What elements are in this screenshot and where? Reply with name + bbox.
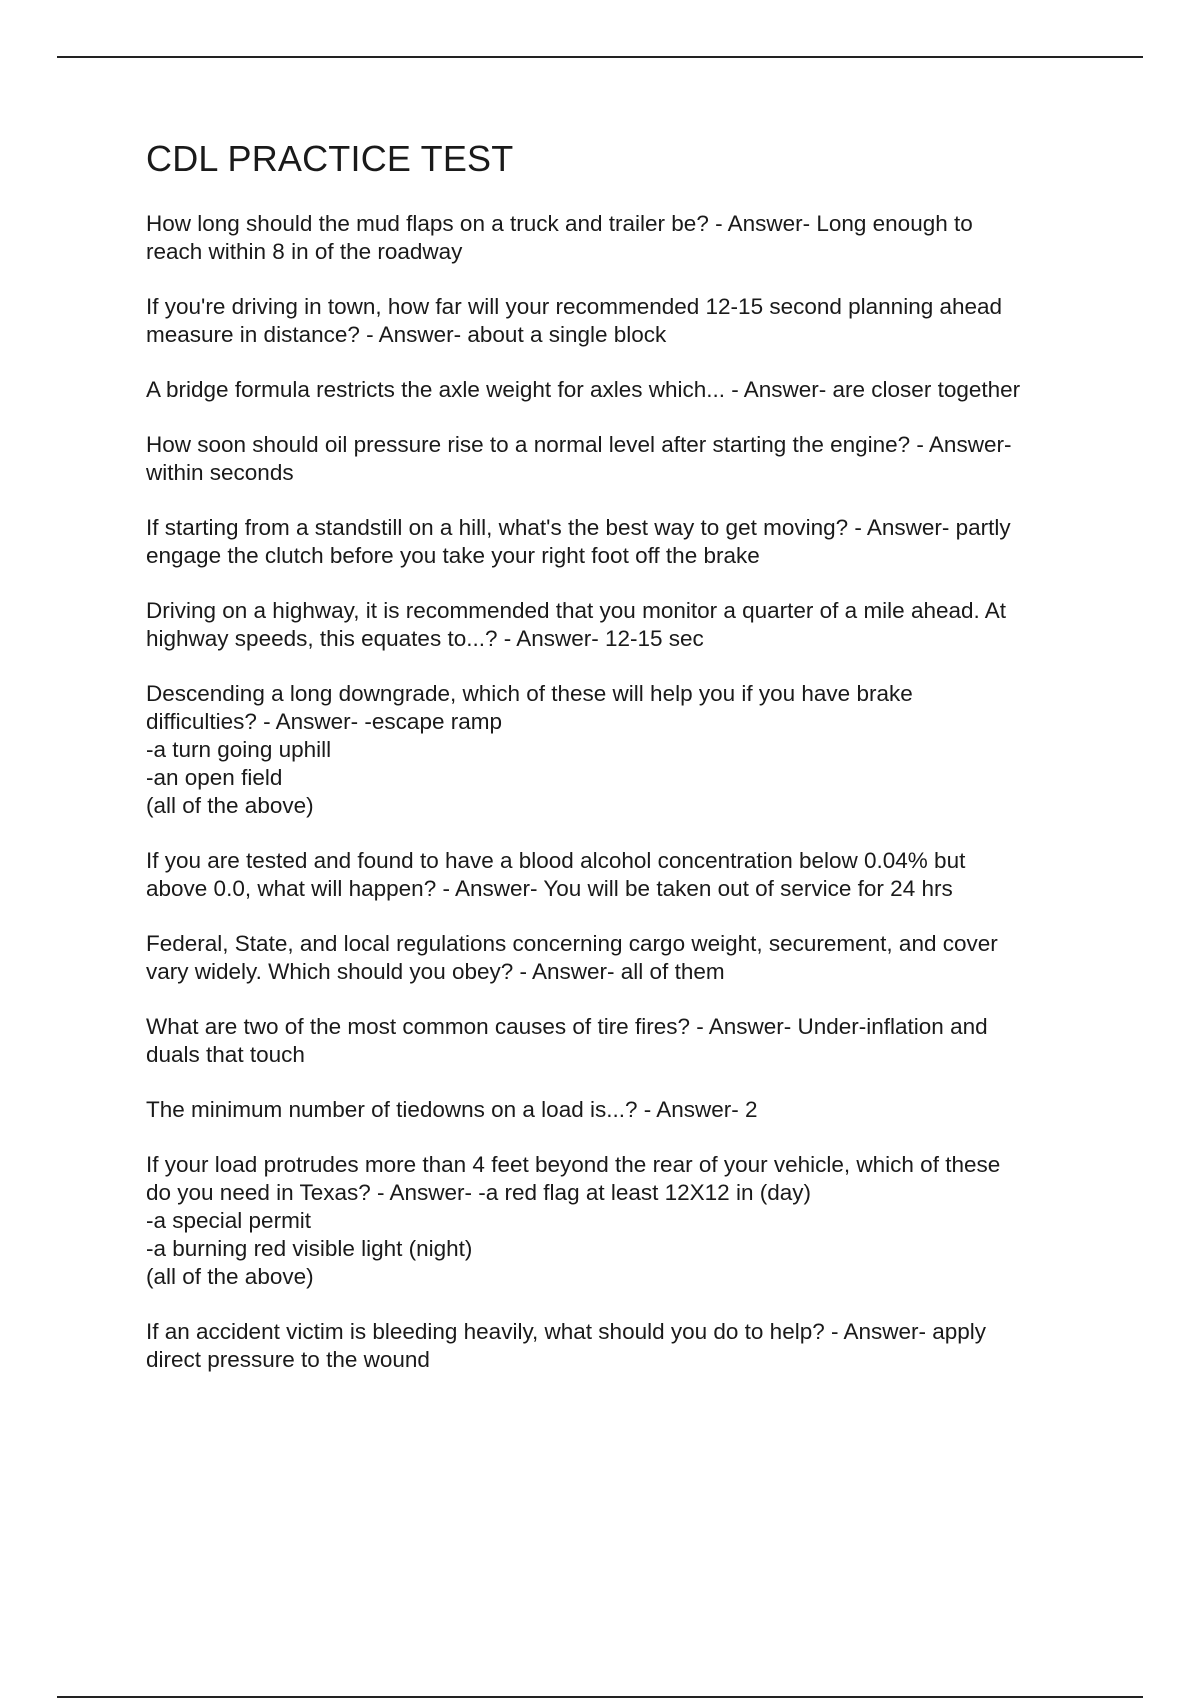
header-divider <box>57 56 1143 58</box>
question-answer-list <box>146 210 1096 1374</box>
qa-item: What are two of the most common causes of tire fires? - Answer- Under-inflation and duals that touch <box>146 1014 988 1067</box>
qa-item: Federal, State, and local regulations concerning cargo weight, securement, and cover vary widely. Which should you obey? - Answer- all of them <box>146 931 998 984</box>
qa-item: The minimum number of tiedowns on a load is...? - Answer- 2 <box>146 1097 758 1122</box>
qa-item: A bridge formula restricts the axle weight for axles which... - Answer- are closer together <box>146 377 1021 402</box>
qa-item: If you are tested and found to have a blood alcohol concentration below 0.04% but above 0.0, what will happen? - Answer- You will be taken out of service for 24 hrs <box>146 848 966 901</box>
qa-item: If an accident victim is bleeding heavily, what should you do to help? - Answer- apply direct pressure to the wound <box>146 1319 987 1372</box>
qa-item: If your load protrudes more than 4 feet beyond the rear of your vehicle, which of these do you need in Texas? - Answer- -a red flag at least 12X12 in (day) -a special permit -a burning red visible light (night) (all of the above) <box>146 1152 1001 1289</box>
qa-item: If you're driving in town, how far will your recommended 12-15 second planning ahead measure in distance? - Answer- about a single block <box>146 294 1003 347</box>
qa-item: If starting from a standstill on a hill, what's the best way to get moving? - Answer- partly engage the clutch before you take your right foot off the brake <box>146 515 1011 568</box>
footer-divider <box>57 1696 1143 1698</box>
qa-item: How long should the mud flaps on a truck and trailer be? - Answer- Long enough to reach within 8 in of the roadway <box>146 211 973 264</box>
qa-item: How soon should oil pressure rise to a normal level after starting the engine? - Answer- within seconds <box>146 432 1012 485</box>
document-body <box>146 138 1096 1401</box>
qa-item: Driving on a highway, it is recommended that you monitor a quarter of a mile ahead. At highway speeds, this equates to...? - Answer- 12-15 sec <box>146 598 1007 651</box>
document-title: CDL PRACTICE TEST <box>146 138 514 179</box>
qa-item: Descending a long downgrade, which of these will help you if you have brake difficulties? - Answer- -escape ramp -a turn going uphill -an open field (all of the above) <box>146 681 913 818</box>
